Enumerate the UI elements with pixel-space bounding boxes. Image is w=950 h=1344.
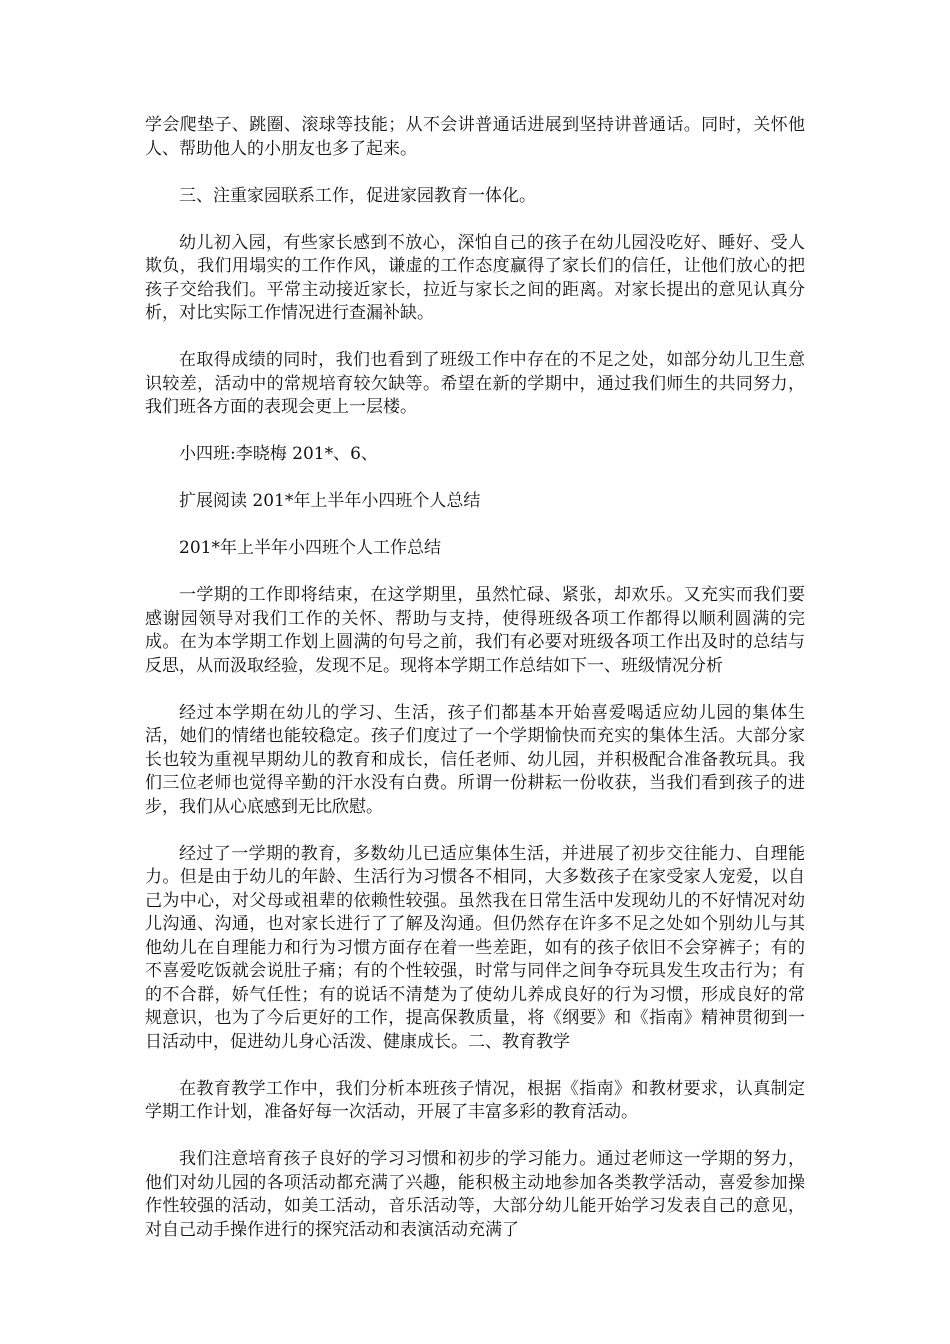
paragraph-shortcomings: 在取得成绩的同时，我们也看到了班级工作中存在的不足之处，如部分幼儿卫生意识较差，活动中的常规培育较欠缺等。希望在新的学期中，通过我们师生的共同努力，我们班各方面的表现会更上一层楼。	[145, 350, 805, 417]
section-heading-home-school: 三、注重家园联系工作，促进家园教育一体化。	[179, 185, 536, 206]
paragraph-teaching: 在教育教学工作中，我们分析本班孩子情况，根据《指南》和教材要求，认真制定学期工作计划，准备好每一次活动，开展了丰富多彩的教育活动。	[145, 1078, 805, 1122]
document-subtitle: 201*年上半年小四班个人工作总结	[179, 538, 441, 558]
document-body	[145, 114, 805, 1266]
extended-reading-heading: 扩展阅读 201*年上半年小四班个人总结	[179, 491, 481, 511]
paragraph-intro: 一学期的工作即将结束，在这学期里，虽然忙碌、紧张，却欢乐。又充实而我们要感谢园领导对我们工作的关怀、帮助与支持，使得班级各项工作都得以顺利圆满的完成。在为本学期工作划上圆满的句号之前，我们有必要对班级各项工作出及时的总结与反思，从而汲取经验，发现不足。现将本学期工作总结如下一、班级情况分析	[145, 585, 805, 676]
paragraph-parents: 幼儿初入园，有些家长感到不放心，深怕自己的孩子在幼儿园没吃好、睡好、受人欺负，我们用塌实的工作作风，谦虚的工作态度赢得了家长们的信任，让他们放心的把孩子交给我们。平常主动接近家长，拉近与家长之间的距离。对家长提出的意见认真分析，对比实际工作情况进行查漏补缺。	[145, 232, 805, 323]
signature-line: 小四班:李晓梅 201*、6、	[179, 444, 378, 464]
paragraph-continuation: 学会爬垫子、跳圈、滚球等技能；从不会讲普通话进展到坚持讲普通话。同时，关怀他人、帮助他人的小朋友也多了起来。	[145, 115, 805, 159]
paragraph-class-analysis: 经过本学期在幼儿的学习、生活，孩子们都基本开始喜爱喝适应幼儿园的集体生活，她们的情绪也能较稳定。孩子们度过了一个学期愉快而充实的集体生活。大部分家长也较为重视早期幼儿的教育和成长，信任老师、幼儿园，并积极配合准备教玩具。我们三位老师也觉得辛勤的汗水没有白费。所谓一份耕耘一份收获，当我们看到孩子的进步，我们从心底感到无比欣慰。	[145, 702, 805, 817]
paragraph-learning-habits: 我们注意培育孩子良好的学习习惯和初步的学习能力。通过老师这一学期的努力，他们对幼儿园的各项活动都充满了兴趣，能积极主动地参加各类教学活动，喜爱参加操作性较强的活动，如美工活动，音乐活动等，大部分幼儿能开始学习发表自己的意见，对自己动手操作进行的探究活动和表演活动充满了	[145, 1149, 805, 1240]
paragraph-behavior: 经过了一学期的教育，多数幼儿已适应集体生活，并进展了初步交往能力、自理能力。但是由于幼儿的年龄、生活行为习惯各不相同，大多数孩子在家受家人宠爱，以自己为中心，对父母或祖辈的依赖性较强。虽然我在日常生活中发现幼儿的不好情况对幼儿沟通、沟通，也对家长进行了了解及沟通。但仍然存在许多不足之处如个别幼儿与其他幼儿在自理能力和行为习惯方面存在着一些差距，如有的孩子依旧不会穿裤子；有的不喜爱吃饭就会说肚子痛；有的个性较强，时常与同伴之间争夺玩具发生攻击行为；有的不合群，娇气任性；有的说话不清楚为了使幼儿养成良好的行为习惯，形成良好的常规意识，也为了今后更好的工作，提高保教质量，将《纲要》和《指南》精神贯彻到一日活动中，促进幼儿身心活泼、健康成长。二、教育教学	[145, 843, 805, 1052]
